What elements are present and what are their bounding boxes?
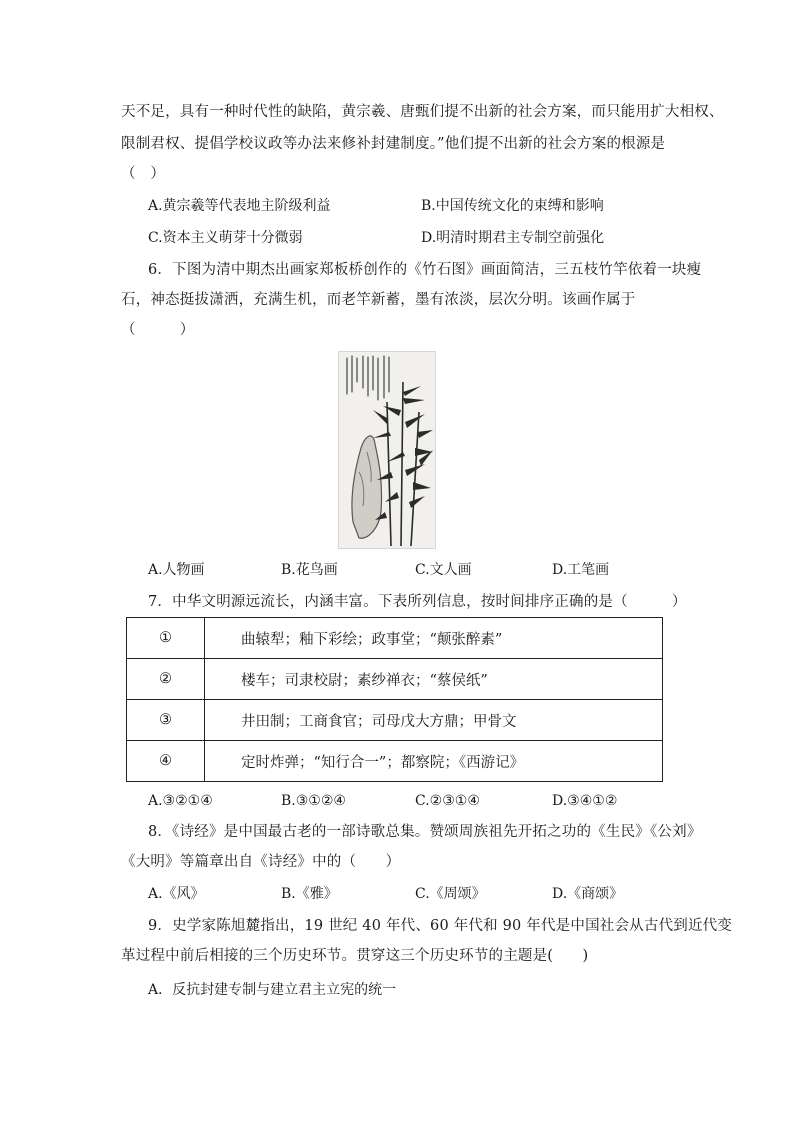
q5-option-a: A.黄宗羲等代表地主阶级利益 xyxy=(148,198,331,214)
q5-option-c: C.资本主义萌芽十分微弱 xyxy=(148,230,303,246)
q5-line-1: 天不足，具有一种时代性的缺陷，黄宗羲、唐甄们提不出新的社会方案，而只能用扩大相权、 xyxy=(121,104,724,120)
q7-option-a: A.③②①④ xyxy=(148,793,213,809)
bamboo-rock-painting-image xyxy=(339,352,435,548)
table-cell-number: ① xyxy=(127,618,205,659)
table-row xyxy=(127,700,663,741)
q9-line-2: 革过程中前后相接的三个历史环节。贯穿这三个历史环节的主题是( ) xyxy=(121,948,589,964)
q7-sequence-table xyxy=(126,617,663,782)
bamboo-rock-painting xyxy=(338,351,436,549)
q7-option-d: D.③④①② xyxy=(552,793,618,809)
q8-option-a: A.《风》 xyxy=(148,886,205,902)
q8-option-c: C.《周颂》 xyxy=(415,886,486,902)
q9-option-a: A．反抗封建专制与建立君主立宪的统一 xyxy=(148,982,397,998)
q6-option-b: B.花鸟画 xyxy=(281,562,338,578)
q5-option-d: D.明清时期君主专制空前强化 xyxy=(421,230,605,246)
table-cell-content: 曲辕犁；釉下彩绘；政事堂；“颠张醉素” xyxy=(205,618,663,659)
q5-option-b: B.中国传统文化的束缚和影响 xyxy=(421,198,604,214)
q5-answer-bracket: （ ） xyxy=(121,166,166,182)
table-cell-number: ② xyxy=(127,659,205,700)
table-cell-number: ④ xyxy=(127,741,205,782)
q7-line-1: 7．中华文明源远流长，内涵丰富。下表所列信息，按时间排序正确的是（ ） xyxy=(148,594,687,610)
table-cell-number: ③ xyxy=(127,700,205,741)
q6-option-c: C.文人画 xyxy=(415,562,472,578)
q5-line-2: 限制君权、提倡学校议政等办法来修补封建制度。”他们提不出新的社会方案的根源是 xyxy=(121,136,666,152)
q8-option-d: D.《商颂》 xyxy=(552,886,624,902)
q9-line-1: 9．史学家陈旭麓指出，19 世纪 40 年代、60 年代和 90 年代是中国社会从古代到近代变 xyxy=(148,918,733,934)
table-cell-content: 井田制；工商食官；司母戊大方鼎；甲骨文 xyxy=(205,700,663,741)
q8-line-2: 《大明》等篇章出自《诗经》中的（ ） xyxy=(121,854,401,870)
q6-line-1: 6．下图为清中期杰出画家郑板桥创作的《竹石图》画面简洁，三五枝竹竿依着一块瘦 xyxy=(148,262,702,278)
q8-option-b: B.《雅》 xyxy=(281,886,338,902)
table-cell-content: 楼车；司隶校尉；素纱禅衣；“蔡侯纸” xyxy=(205,659,663,700)
q6-answer-bracket: （ ） xyxy=(121,322,195,338)
q6-line-2: 石，神态挺拔潇洒，充满生机，而老竿新蓄，墨有浓淡，层次分明。该画作属于 xyxy=(121,292,636,308)
q6-option-a: A.人物画 xyxy=(148,562,205,578)
q7-option-c: C.②③①④ xyxy=(415,793,480,809)
q6-option-d: D.工笔画 xyxy=(552,562,610,578)
table-row xyxy=(127,618,663,659)
table-row xyxy=(127,741,663,782)
table-row xyxy=(127,659,663,700)
q8-line-1: 8．《诗经》是中国最古老的一部诗歌总集。赞颂周族祖先开拓之功的《生民》《公刘》 xyxy=(148,824,702,840)
q7-option-b: B.③①②④ xyxy=(281,793,346,809)
table-cell-content: 定时炸弹；“知行合一”；都察院；《西游记》 xyxy=(205,741,663,782)
